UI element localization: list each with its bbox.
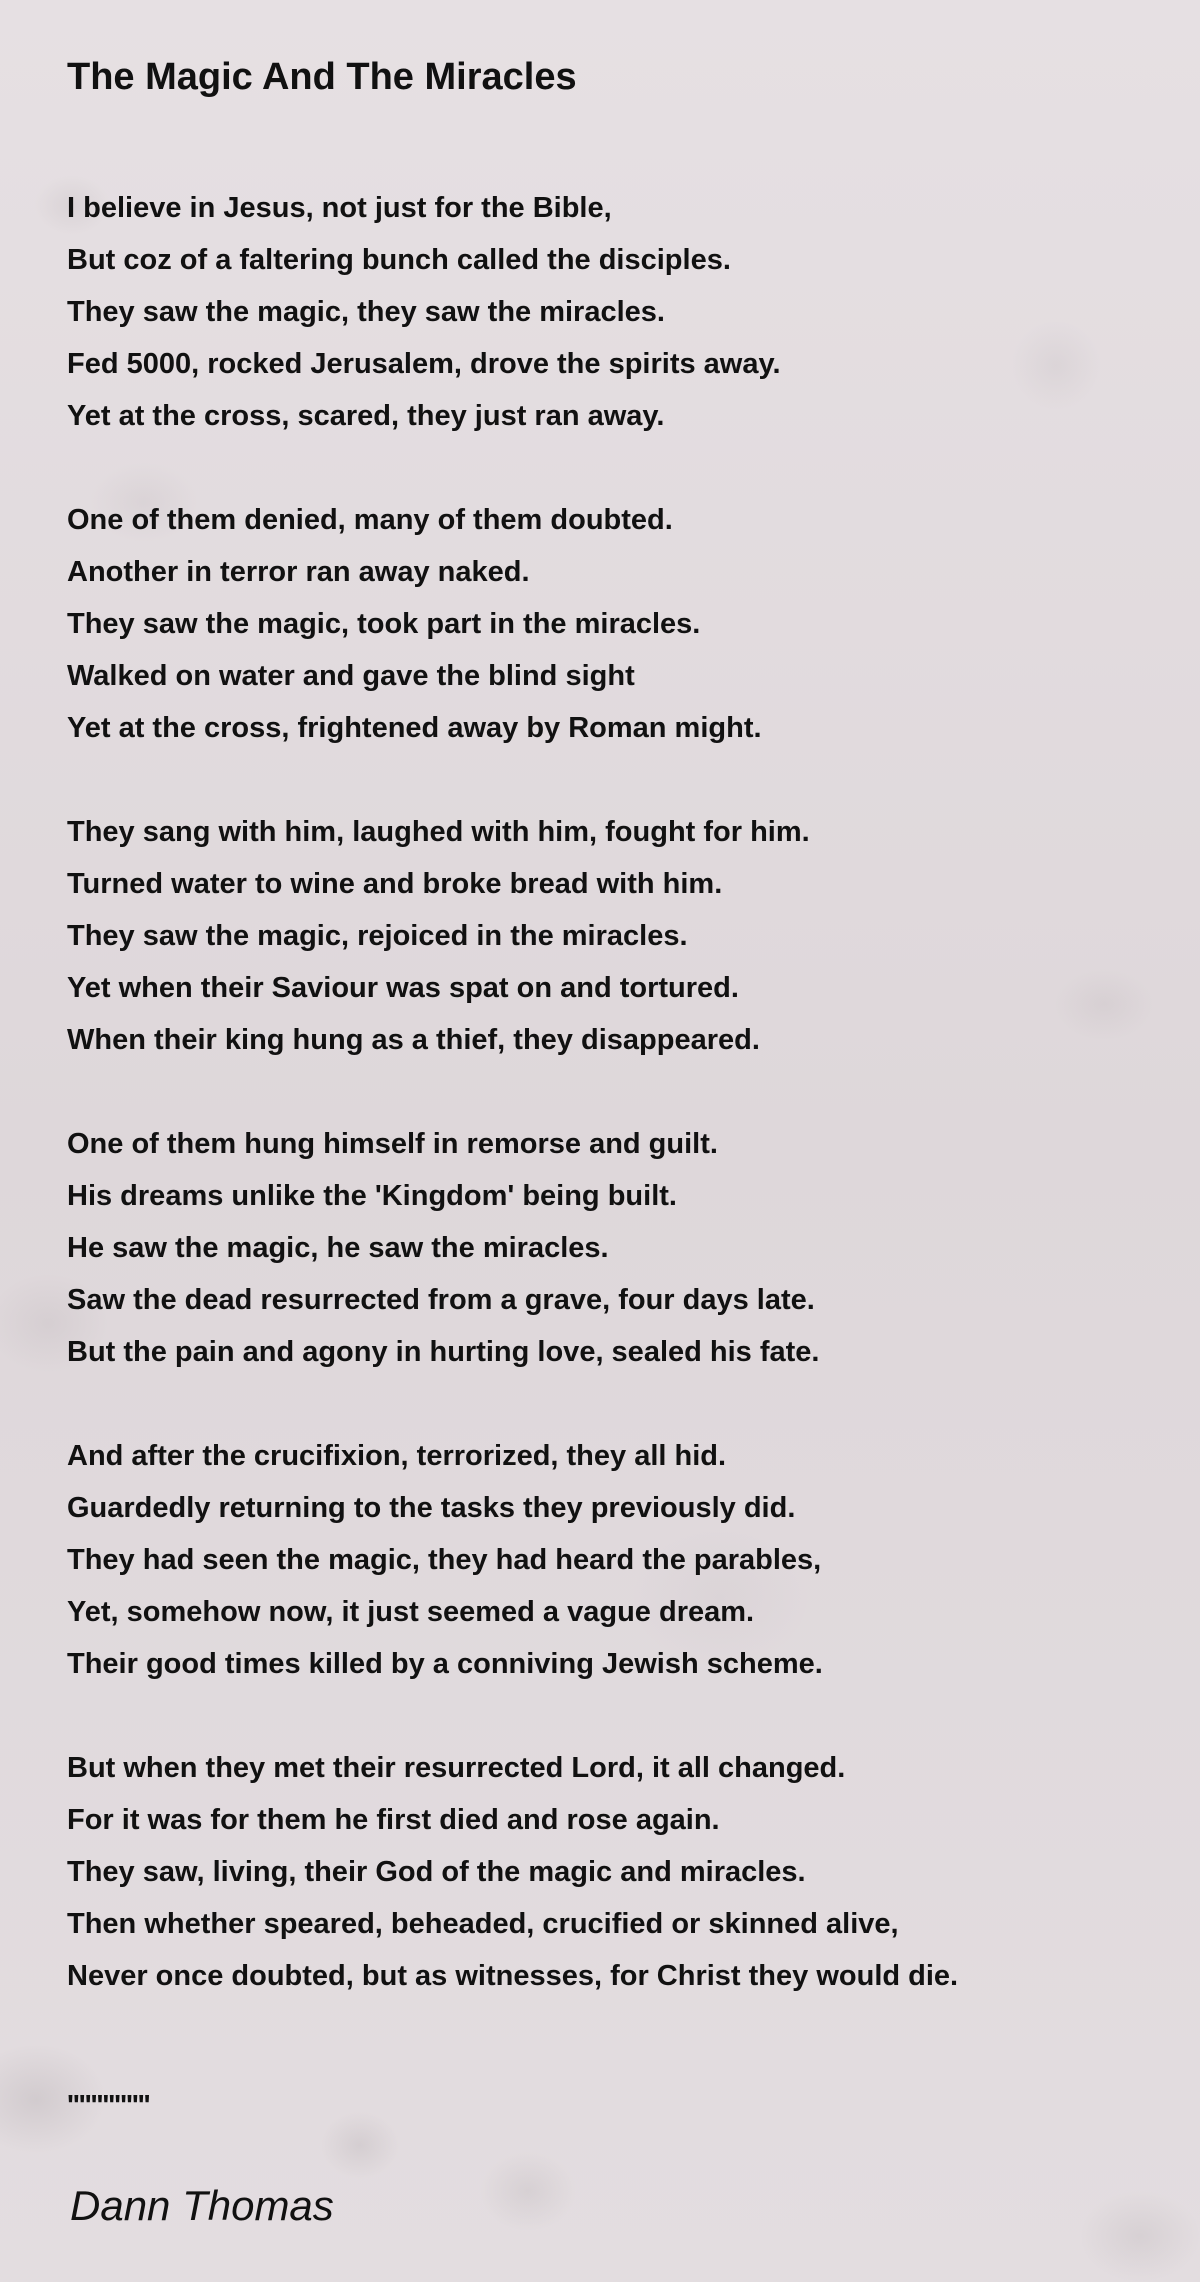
poem — [67, 48, 1147, 2132]
stanza — [67, 806, 1147, 1066]
poem-line: Fed 5000, rocked Jerusalem, drove the spirits away. — [67, 348, 781, 380]
poem-line: When their king hung as a thief, they disappeared. — [67, 1024, 760, 1056]
poem-line: Then whether speared, beheaded, crucified or skinned alive, — [67, 1908, 899, 1940]
poem-line: But coz of a faltering bunch called the disciples. — [67, 244, 731, 276]
poem-line: They had seen the magic, they had heard the parables, — [67, 1544, 822, 1576]
poem-line: One of them hung himself in remorse and guilt. — [67, 1128, 718, 1160]
poem-line: Saw the dead resurrected from a grave, four days late. — [67, 1284, 815, 1316]
stanza — [67, 1430, 1147, 1690]
stanza — [67, 1118, 1147, 1378]
poem-line: One of them denied, many of them doubted. — [67, 504, 673, 536]
poem-ending-marks: '''''''''''''' — [67, 2090, 150, 2122]
poem-body — [67, 182, 1147, 2002]
poem-title: The Magic And The Miracles — [67, 56, 577, 98]
stanza — [67, 494, 1147, 754]
poem-line: Yet at the cross, frightened away by Roman might. — [67, 712, 762, 744]
poem-line: They saw the magic, took part in the miracles. — [67, 608, 701, 640]
poem-line: Their good times killed by a conniving Jewish scheme. — [67, 1648, 823, 1680]
poem-line: Another in terror ran away naked. — [67, 556, 530, 588]
poem-line: They saw the magic, they saw the miracles. — [67, 296, 665, 328]
poem-line: Yet at the cross, scared, they just ran away. — [67, 400, 665, 432]
stanza — [67, 182, 1147, 442]
poem-line: They saw, living, their God of the magic and miracles. — [67, 1856, 806, 1888]
poem-line: Yet, somehow now, it just seemed a vague dream. — [67, 1596, 755, 1628]
poem-line: But the pain and agony in hurting love, sealed his fate. — [67, 1336, 820, 1368]
poem-line: For it was for them he first died and rose again. — [67, 1804, 720, 1836]
poem-line: They saw the magic, rejoiced in the miracles. — [67, 920, 688, 952]
poem-line: They sang with him, laughed with him, fought for him. — [67, 816, 810, 848]
poem-line: Turned water to wine and broke bread with him. — [67, 868, 723, 900]
poem-line: Yet when their Saviour was spat on and tortured. — [67, 972, 739, 1004]
poem-author: Dann Thomas — [70, 2182, 334, 2229]
poem-line: Walked on water and gave the blind sight — [67, 660, 635, 692]
poem-line: His dreams unlike the 'Kingdom' being built. — [67, 1180, 677, 1212]
poem-line: Never once doubted, but as witnesses, for Christ they would die. — [67, 1960, 959, 1992]
poem-line: He saw the magic, he saw the miracles. — [67, 1232, 609, 1264]
poem-line: I believe in Jesus, not just for the Bible, — [67, 192, 612, 224]
stanza — [67, 1742, 1147, 2002]
poem-line: Guardedly returning to the tasks they previously did. — [67, 1492, 796, 1524]
poem-line: But when they met their resurrected Lord, it all changed. — [67, 1752, 846, 1784]
poem-line: And after the crucifixion, terrorized, they all hid. — [67, 1440, 727, 1472]
